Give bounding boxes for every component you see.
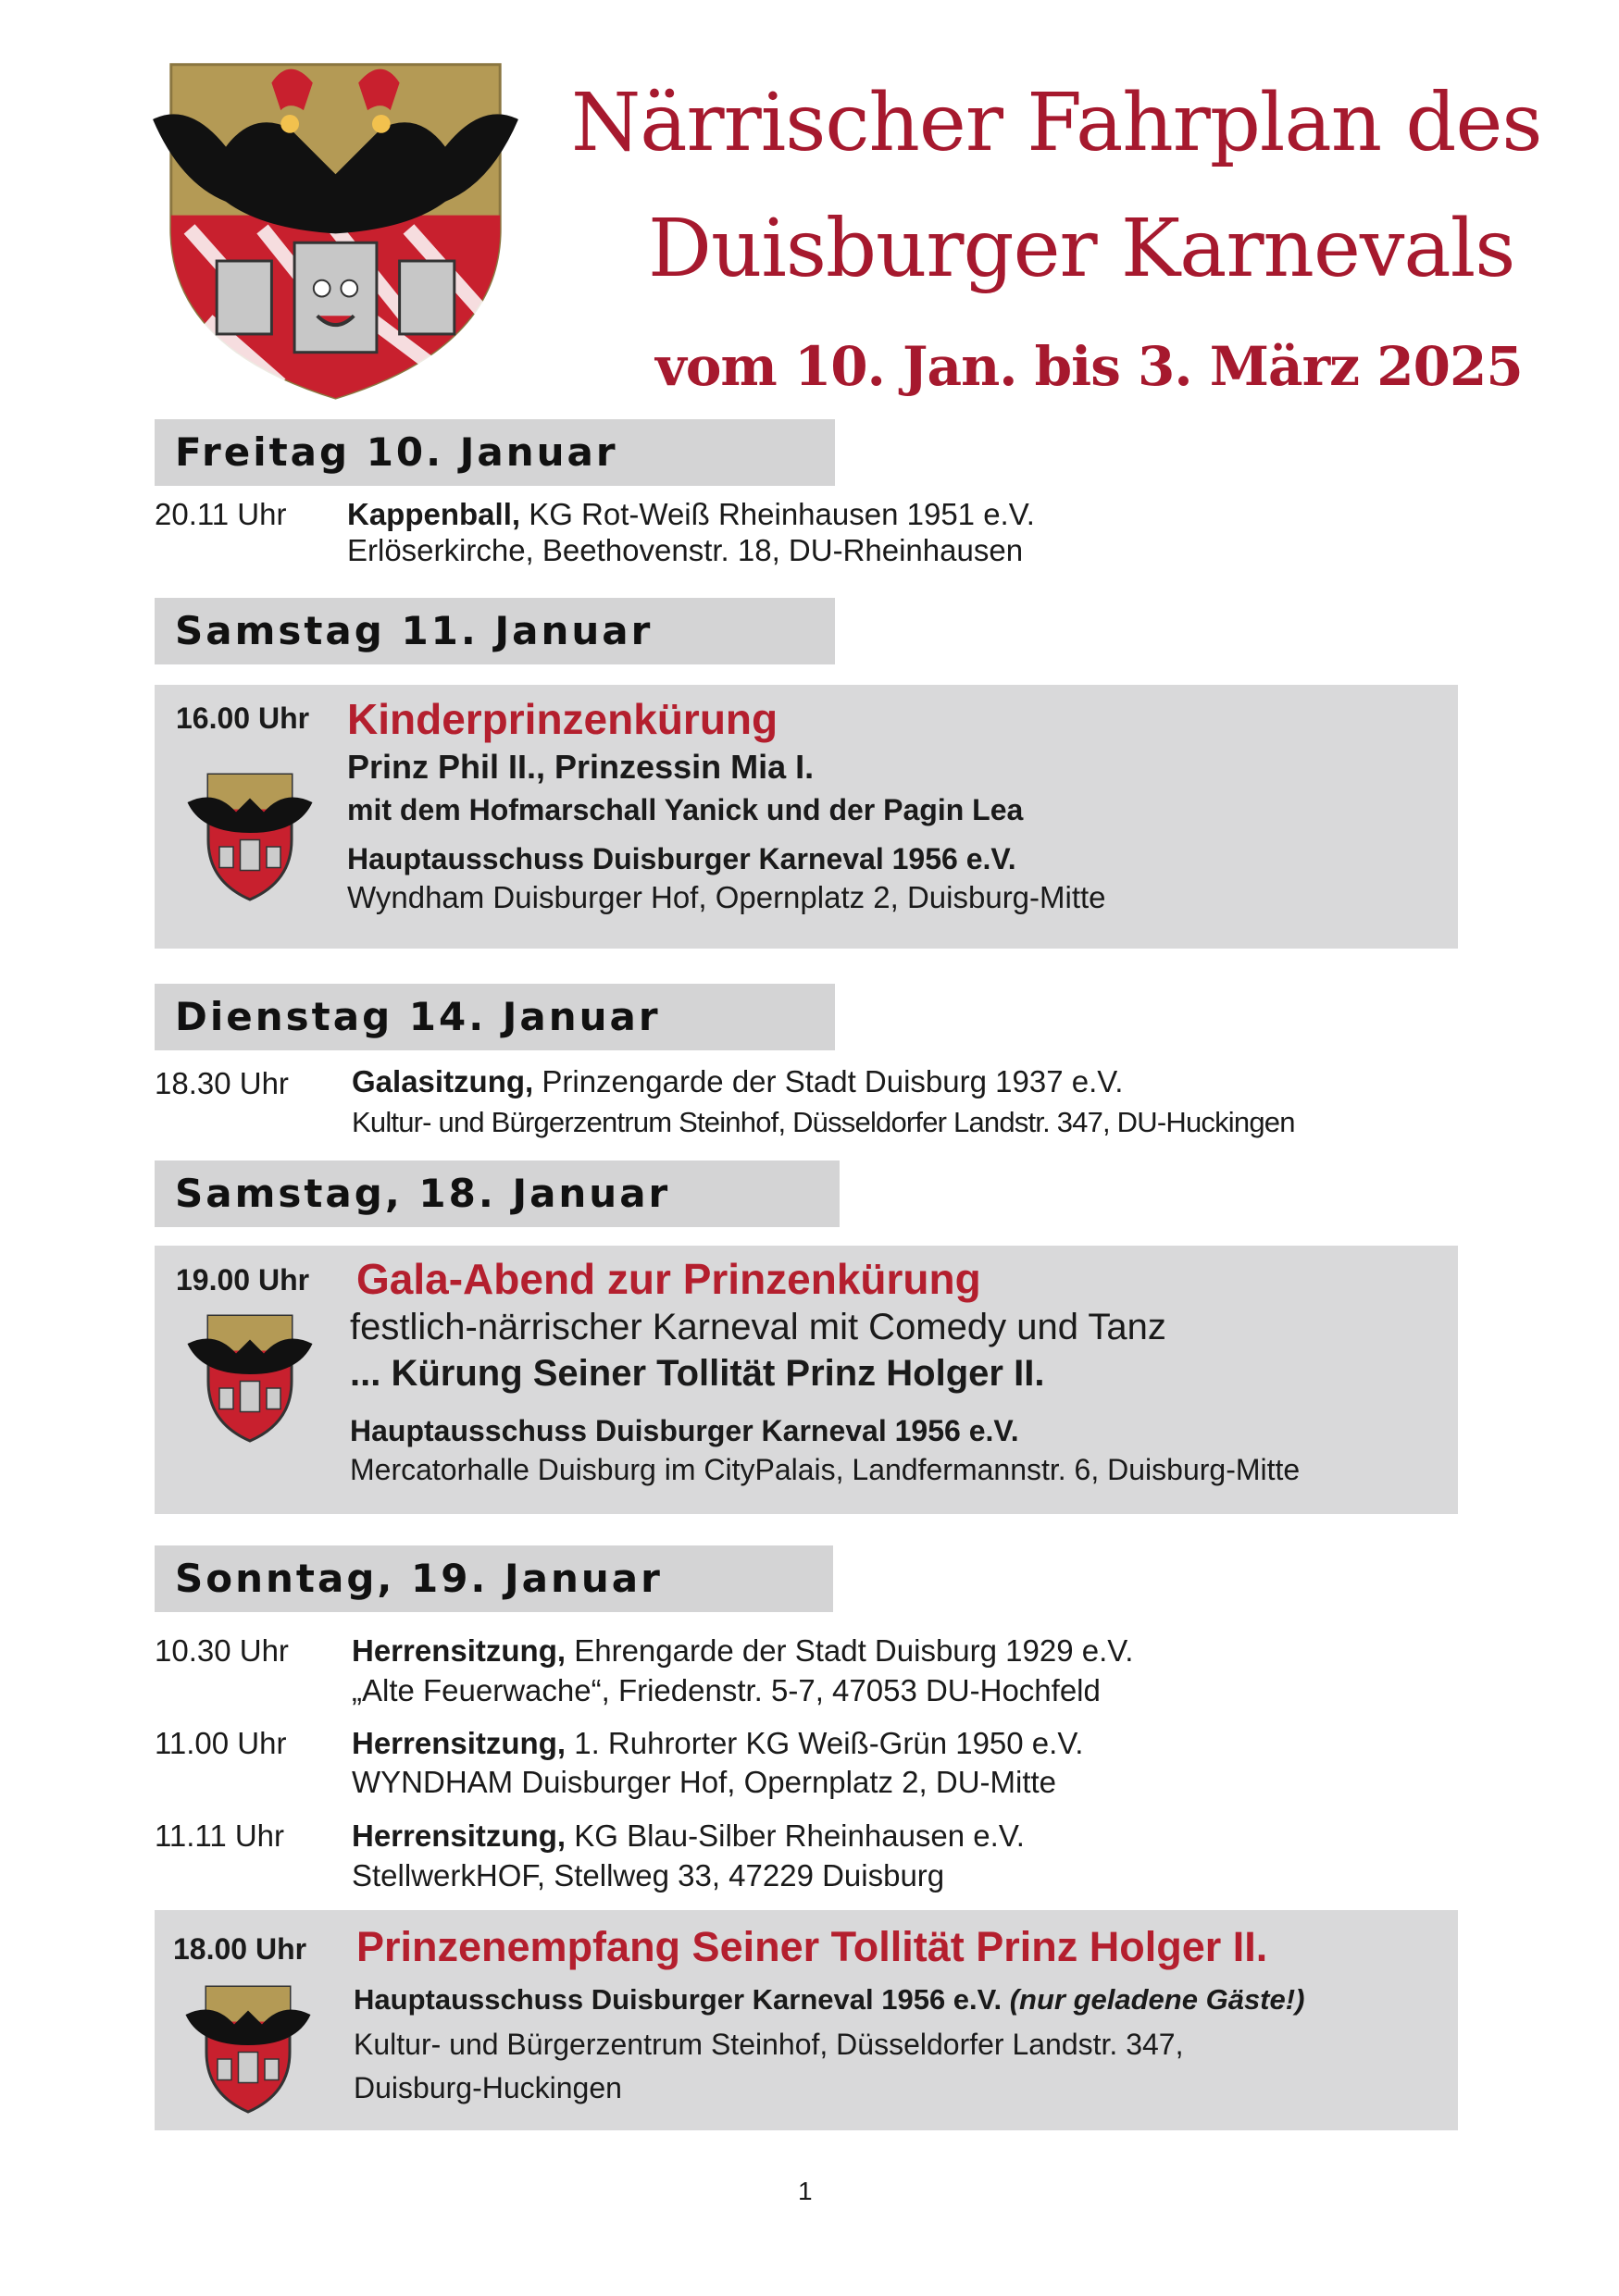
event-location: Mercatorhalle Duisburg im CityPalais, Landfermannstr. 6, Duisburg-Mitte — [350, 1453, 1301, 1486]
page-title-line-2: Duisburger Karnevals — [648, 203, 1515, 295]
event-organizer-line — [354, 1983, 1304, 2017]
event-title — [347, 497, 1035, 532]
event-name: Herrensitzung, — [352, 1726, 567, 1760]
page-number: 1 — [798, 2177, 813, 2205]
day-heading: Samstag 11. Januar — [155, 598, 835, 664]
duisburg-crest-icon — [181, 763, 319, 902]
day-heading: Freitag 10. Januar — [155, 419, 835, 486]
event-name: Herrensitzung, — [352, 1818, 567, 1853]
event-organizer: KG Rot-Weiß Rheinhausen 1951 e.V. — [520, 497, 1035, 531]
event-organizer: KG Blau-Silber Rheinhausen e.V. — [566, 1818, 1025, 1853]
event-detail: Prinz Phil II., Prinzessin Mia I. — [347, 748, 815, 786]
event-name: Herrensitzung, — [352, 1633, 567, 1668]
event-title — [352, 1726, 1083, 1761]
event-detail: festlich-närrischer Karneval mit Comedy und Tanz — [350, 1307, 1166, 1347]
event-title — [352, 1818, 1025, 1854]
event-location: „Alte Feuerwache“, Friedenstr. 5-7, 47053 DU-Hochfeld — [352, 1673, 1101, 1707]
duisburg-crest-icon — [179, 1976, 318, 2115]
event-time: 20.11 Uhr — [155, 497, 287, 531]
day-heading: Dienstag 14. Januar — [155, 984, 835, 1050]
event-organizer: Prinzengarde der Stadt Duisburg 1937 e.V. — [533, 1064, 1124, 1098]
event-time: 19.00 Uhr — [176, 1263, 310, 1297]
event-organizer: 1. Ruhrorter KG Weiß-Grün 1950 e.V. — [566, 1726, 1084, 1760]
event-location: Erlöserkirche, Beethovenstr. 18, DU-Rheinhausen — [347, 533, 1024, 567]
event-detail: ... Kürung Seiner Tollität Prinz Holger II. — [350, 1353, 1045, 1394]
event-time: 11.00 Uhr — [155, 1726, 287, 1760]
event-location: WYNDHAM Duisburger Hof, Opernplatz 2, DU-Mitte — [352, 1765, 1057, 1799]
event-location: StellwerkHOF, Stellweg 33, 47229 Duisburg — [352, 1858, 945, 1893]
event-time: 18.00 Uhr — [173, 1932, 307, 1966]
event-location: Kultur- und Bürgerzentrum Steinhof, Düsseldorfer Landstr. 347, — [354, 2028, 1184, 2061]
page-title-line-1: Närrischer Fahrplan des — [571, 77, 1542, 169]
event-title — [352, 1633, 1133, 1669]
event-organizer: Ehrengarde der Stadt Duisburg 1929 e.V. — [566, 1633, 1134, 1668]
event-time: 16.00 Uhr — [176, 701, 310, 735]
page-subtitle: vom 10. Jan. bis 3. März 2025 — [655, 335, 1523, 398]
day-heading: Samstag, 18. Januar — [155, 1160, 840, 1227]
event-name: Galasitzung, — [352, 1064, 534, 1098]
duisburg-crest-icon — [181, 1305, 319, 1444]
event-time: 11.11 Uhr — [155, 1818, 285, 1853]
event-name: Kappenball, — [347, 497, 521, 531]
event-location: Wyndham Duisburger Hof, Opernplatz 2, Duisburg-Mitte — [347, 880, 1106, 914]
day-heading: Sonntag, 19. Januar — [155, 1545, 833, 1612]
event-time: 18.30 Uhr — [155, 1066, 289, 1100]
event-organizer: Hauptausschuss Duisburger Karneval 1956 e.V. — [350, 1414, 1019, 1447]
event-location: Duisburg-Huckingen — [354, 2071, 622, 2104]
event-organizer: Hauptausschuss Duisburger Karneval 1956 e.V. — [354, 1983, 1003, 2016]
event-title: Prinzenempfang Seiner Tollität Prinz Holger II. — [356, 1923, 1268, 1970]
event-title: Kinderprinzenkürung — [347, 695, 778, 743]
event-title: Gala-Abend zur Prinzenkürung — [356, 1255, 981, 1303]
duisburg-crest-logo — [153, 46, 518, 403]
event-note: (nur geladene Gäste!) — [1002, 1983, 1305, 2016]
event-title — [352, 1064, 1123, 1099]
event-organizer: Hauptausschuss Duisburger Karneval 1956 e.V. — [347, 842, 1016, 875]
event-time: 10.30 Uhr — [155, 1633, 289, 1668]
event-location: Kultur- und Bürgerzentrum Steinhof, Düsseldorfer Landstr. 347, DU-Huckingen — [352, 1106, 1295, 1138]
event-detail: mit dem Hofmarschall Yanick und der Pagin Lea — [347, 793, 1024, 826]
